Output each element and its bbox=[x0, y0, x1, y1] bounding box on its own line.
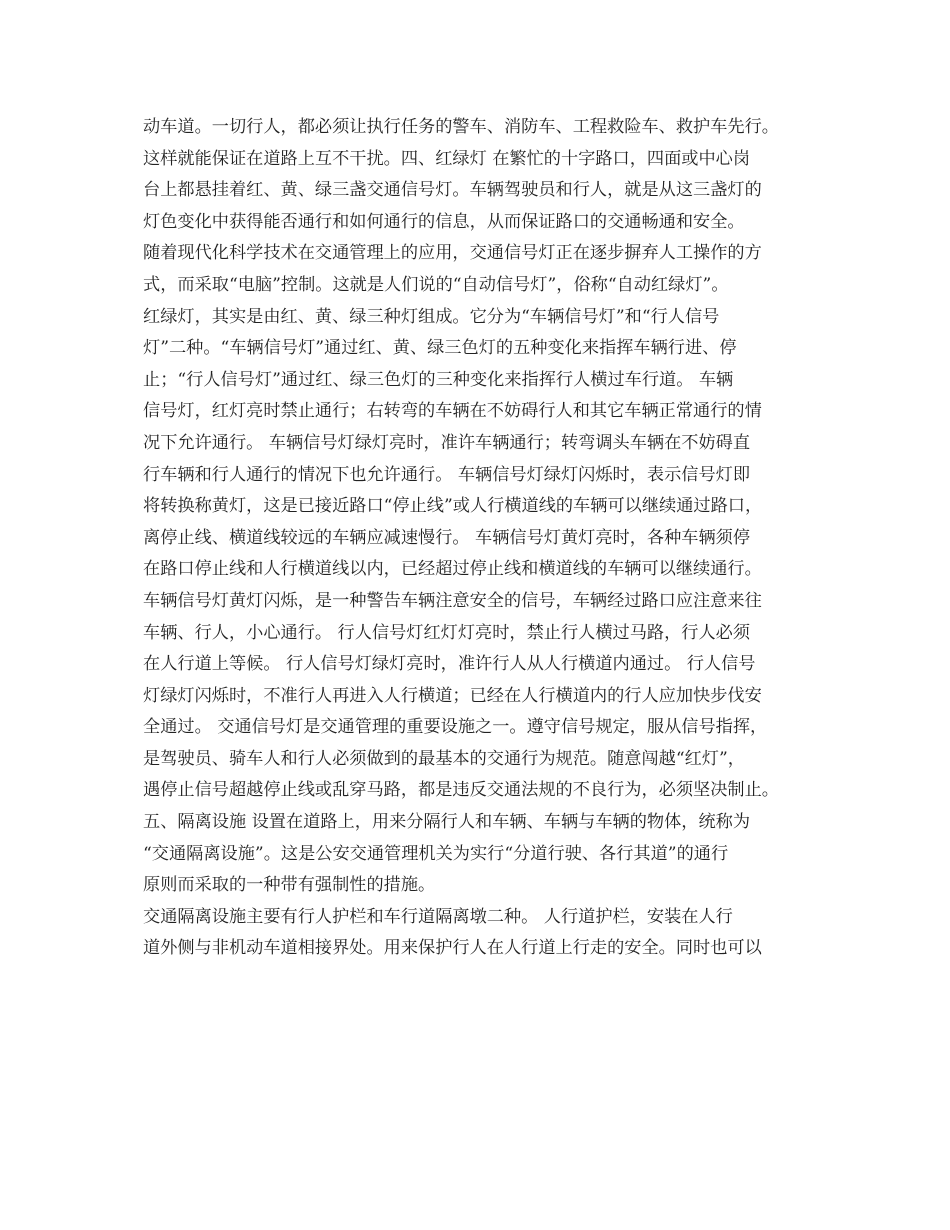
text-line: 道外侧与非机动车道相接界处。用来保护行人在人行道上行走的安全。同时也可以 bbox=[143, 938, 762, 959]
text-line: 交通隔离设施主要有行人护栏和车行道隔离墩二种。 人行道护栏，安装在人行 bbox=[143, 906, 733, 927]
text-line: 车辆、行人，小心通行。 行人信号灯红灯灯亮时，禁止行人横过马路，行人必须 bbox=[143, 622, 751, 643]
text-line: 遇停止信号超越停止线或乱穿马路，都是违反交通法规的不良行为，必须坚决制止。 bbox=[143, 780, 779, 801]
text-line: 五、隔离设施 设置在道路上，用来分隔行人和车辆、车辆与车辆的物体，统称为 bbox=[143, 812, 751, 833]
text-line: “交通隔离设施”。这是公安交通管理机关为实行“分道行驶、各行其道”的通行 bbox=[143, 843, 729, 864]
text-line: 红绿灯，其实是由红、黄、绿三种灯组成。它分为“车辆信号灯”和“行人信号 bbox=[143, 306, 720, 327]
text-line: 这样就能保证在道路上互不干扰。四、红绿灯 在繁忙的十字路口，四面或中心岗 bbox=[143, 148, 751, 169]
text-line: 式，而采取“电脑”控制。这就是人们说的“自动信号灯”，俗称“自动红绿灯”。 bbox=[143, 274, 729, 295]
text-line: 将转换称黄灯，这是已接近路口“停止线”或人行横道线的车辆可以继续通过路口， bbox=[143, 496, 763, 517]
text-line: 原则而采取的一种带有强制性的措施。 bbox=[143, 875, 436, 896]
text-line: 止；“行人信号灯”通过红、绿三色灯的三种变化来指挥行人横过车行道。 车辆 bbox=[143, 369, 734, 390]
text-line: 离停止线、横道线较远的车辆应减速慢行。 车辆信号灯黄灯亮时，各种车辆须停 bbox=[143, 527, 751, 548]
text-line: 动车道。一切行人，都必须让执行任务的警车、消防车、工程救险车、救护车先行。 bbox=[143, 117, 779, 137]
text-line: 在路口停止线和人行横道线以内，已经超过停止线和横道线的车辆可以继续通行。 bbox=[143, 559, 762, 580]
text-line: 灯色变化中获得能否通行和如何通行的信息，从而保证路口的交通畅通和安全。 bbox=[143, 211, 745, 232]
text-line: 随着现代化科学技术在交通管理上的应用，交通信号灯正在逐步摒弃人工操作的方 bbox=[143, 243, 762, 264]
text-line: 灯绿灯闪烁时，不准行人再进入人行横道；已经在人行横道内的行人应加快步伐安 bbox=[143, 685, 762, 706]
text-line: 是驾驶员、骑车人和行人必须做到的最基本的交通行为规范。随意闯越“红灯”， bbox=[143, 748, 745, 769]
text-line: 灯”二种。“车辆信号灯”通过红、黄、绿三色灯的五种变化来指挥车辆行进、停 bbox=[143, 338, 737, 359]
text-line: 况下允许通行。 车辆信号灯绿灯亮时，准许车辆通行；转弯调头车辆在不妨碍直 bbox=[143, 432, 751, 453]
text-line: 车辆信号灯黄灯闪烁，是一种警告车辆注意安全的信号，车辆经过路口应注意来往 bbox=[143, 590, 762, 611]
text-line: 全通过。 交通信号灯是交通管理的重要设施之一。遵守信号规定，服从信号指挥， bbox=[143, 717, 768, 738]
body-text bbox=[143, 112, 823, 965]
text-line: 台上都悬挂着红、黄、绿三盏交通信号灯。车辆驾驶员和行人，就是从这三盏灯的 bbox=[143, 180, 762, 201]
text-line: 行车辆和行人通行的情况下也允许通行。 车辆信号灯绿灯闪烁时，表示信号灯即 bbox=[143, 464, 751, 485]
text-line: 信号灯，红灯亮时禁止通行；右转弯的车辆在不妨碍行人和其它车辆正常通行的情 bbox=[143, 401, 762, 422]
text-line: 在人行道上等候。 行人信号灯绿灯亮时，准许行人从人行横道内通过。 行人信号 bbox=[143, 654, 756, 675]
